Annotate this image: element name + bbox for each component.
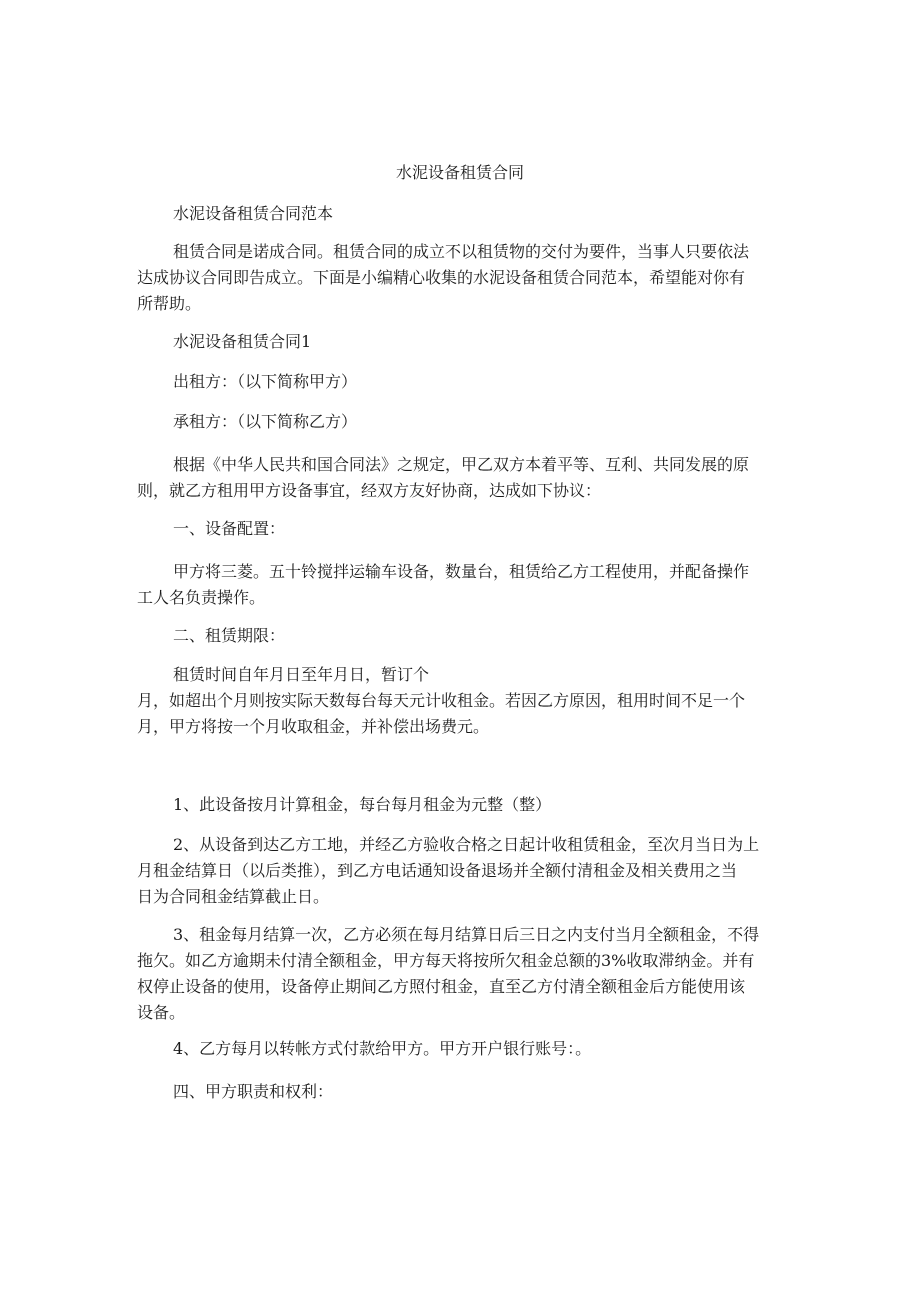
intro-line-1: 租赁合同是诺成合同。租赁合同的成立不以租赁物的交付为要件，当事人只要依法 [173, 242, 750, 261]
section2-heading [137, 623, 787, 649]
section2-line-1: 租赁时间自年月日至年月日，暂订个 [173, 665, 430, 684]
subtitle-text: 水泥设备租赁合同范本 [173, 204, 334, 223]
section1-line-1: 甲方将三菱。五十铃搅拌运输车设备，数量台，租赁给乙方工程使用，并配备操作 [173, 562, 750, 581]
section2-line-3: 月，甲方将按一个月收取租金，并补偿出场费元。 [137, 717, 490, 736]
lessor-text: 出租方：（以下简称甲方） [173, 372, 358, 391]
item1-text: 1、此设备按月计算租金，每台每月租金为元整（整） [173, 795, 552, 814]
item-1 [137, 792, 787, 818]
lessee-text: 承租方：（以下简称乙方） [173, 412, 358, 431]
section1-heading-text: 一、设备配置： [173, 519, 286, 538]
item2-line-2: 月租金结算日（以后类推），到乙方电话通知设备退场并全额付清租金及相关费用之当 [137, 861, 738, 880]
document-title: 水泥设备租赁合同 [395, 163, 524, 182]
item2-line-1: 2、从设备到达乙方工地，并经乙方验收合格之日起计收租赁租金，至次月当日为上 [173, 835, 760, 854]
intro-line-3: 所帮助。 [137, 294, 202, 313]
section1-heading [137, 516, 787, 542]
item-2 [137, 832, 787, 910]
item4-text: 4、乙方每月以转帐方式付款给甲方。甲方开户银行账号：。 [173, 1039, 592, 1058]
item-3 [137, 922, 787, 1026]
section2-heading-text: 二、租赁期限： [173, 626, 286, 645]
item3-line-1: 3、租金每月结算一次，乙方必须在每月结算日后三日之内支付当月全额租金，不得 [173, 925, 760, 944]
basis-paragraph [137, 452, 787, 504]
section2-paragraph [137, 662, 787, 740]
basis-line-1: 根据《中华人民共和国合同法》之规定，甲乙双方本着平等、互利、共同发展的原 [173, 455, 750, 474]
basis-line-2: 则，就乙方租用甲方设备事宜，经双方友好协商，达成如下协议： [137, 481, 602, 500]
section1-line-2: 工人名负责操作。 [137, 588, 266, 607]
intro-line-2: 达成协议合同即告成立。下面是小编精心收集的水泥设备租赁合同范本，希望能对你有 [137, 268, 746, 287]
intro-paragraph [137, 239, 787, 317]
section2-line-2: 月，如超出个月则按实际天数每台每天元计收租金。若因乙方原因，租用时间不足一个 [137, 691, 746, 710]
item2-line-3: 日为合同租金结算截止日。 [137, 887, 330, 906]
item-4 [137, 1036, 787, 1062]
section4-heading [137, 1079, 787, 1105]
section1-paragraph [137, 559, 787, 611]
item3-line-4: 设备。 [137, 1003, 186, 1022]
document-subtitle [137, 201, 787, 227]
item3-line-3: 权停止设备的使用，设备停止期间乙方照付租金，直至乙方付清全额租金后方能使用该 [137, 977, 746, 996]
section4-heading-text: 四、甲方职责和权利： [173, 1082, 334, 1101]
lessor-line [137, 369, 787, 395]
lessee-line [137, 409, 787, 435]
contract-heading-text: 水泥设备租赁合同1 [173, 332, 312, 351]
item3-line-2: 拖欠。如乙方逾期未付清全额租金，甲方每天将按所欠租金总额的3%收取滞纳金。并有 [137, 951, 755, 970]
contract-heading [137, 329, 787, 355]
